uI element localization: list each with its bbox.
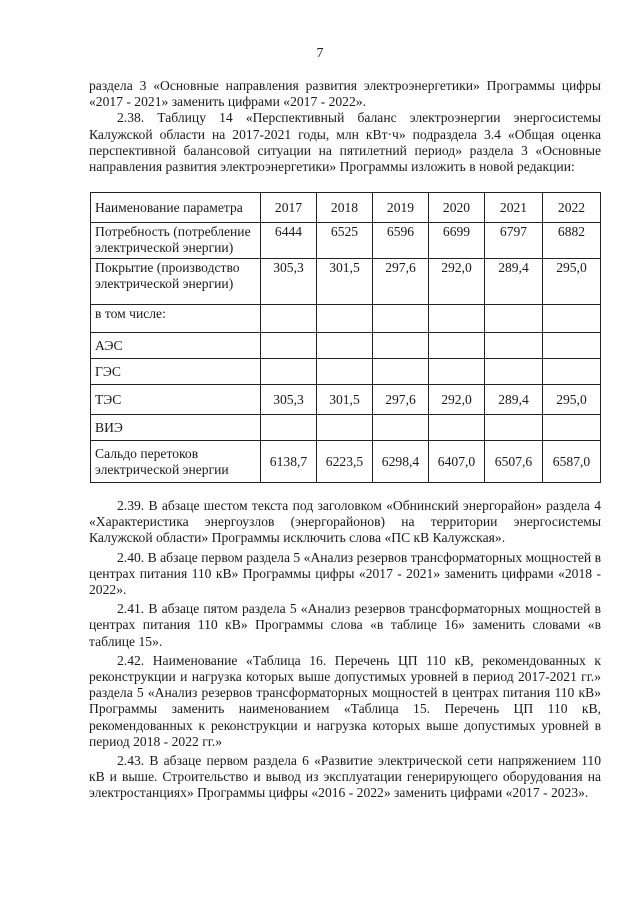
cell-value	[429, 333, 485, 359]
cell-value	[429, 305, 485, 333]
text-block-top	[89, 78, 601, 175]
header-cell-year: 2021	[485, 193, 543, 223]
row-label: АЭС	[91, 333, 261, 359]
cell-value	[429, 359, 485, 385]
table-row	[91, 305, 601, 333]
cell-value	[373, 415, 429, 441]
table-row	[91, 359, 601, 385]
cell-value: 305,3	[261, 385, 317, 415]
table-header-row	[91, 193, 601, 223]
cell-value	[373, 305, 429, 333]
cell-value	[317, 305, 373, 333]
cell-value: 292,0	[429, 259, 485, 305]
cell-value	[485, 415, 543, 441]
cell-value: 6882	[543, 223, 601, 259]
cell-value	[543, 415, 601, 441]
cell-value: 6407,0	[429, 441, 485, 483]
paragraph-2-42: 2.42. Наименование «Таблица 16. Перечень ЦП 110 кВ, рекомендованных к реконструкции и нагрузка которых выше допустимых уровней в период 2017-2021 гг.» раздела 5 «Анализ резервов трансформаторных мощностей в центрах питания 110 кВ» Программы заменить наименованием «Таблица 15. Перечень ЦП 110 кВ, рекомендованных к реконструкции и нагрузка которых выше допустимых уровней в период 2018 - 2022 гг.»	[89, 652, 601, 749]
cell-value: 6797	[485, 223, 543, 259]
row-label: ГЭС	[91, 359, 261, 385]
cell-value	[317, 333, 373, 359]
text-block-bottom	[89, 498, 601, 802]
cell-value: 301,5	[317, 385, 373, 415]
cell-value	[543, 359, 601, 385]
table-row	[91, 385, 601, 415]
header-cell-year: 2020	[429, 193, 485, 223]
header-cell-year: 2019	[373, 193, 429, 223]
cell-value: 6138,7	[261, 441, 317, 483]
paragraph-2-41: 2.41. В абзаце пятом раздела 5 «Анализ резервов трансформаторных мощностей в центрах питания 110 кВ» Программы слова «в таблице 16» заменить словами «в таблице 15».	[89, 601, 601, 649]
header-cell-year: 2017	[261, 193, 317, 223]
cell-value	[261, 305, 317, 333]
cell-value: 301,5	[317, 259, 373, 305]
paragraph-continuation: раздела 3 «Основные направления развития электроэнергетики» Программы цифры «2017 - 2021» заменить цифрами «2017 - 2022».	[89, 78, 601, 110]
cell-value: 289,4	[485, 259, 543, 305]
row-label: Потребность (потребление электрической энергии)	[91, 223, 261, 259]
cell-value	[543, 333, 601, 359]
cell-value: 6699	[429, 223, 485, 259]
row-label: ВИЭ	[91, 415, 261, 441]
cell-value	[543, 305, 601, 333]
cell-value	[429, 415, 485, 441]
page-number: 7	[316, 46, 324, 61]
header-cell-year: 2018	[317, 193, 373, 223]
cell-value	[261, 359, 317, 385]
table-row	[91, 415, 601, 441]
cell-value: 295,0	[543, 385, 601, 415]
cell-value	[261, 333, 317, 359]
table-row	[91, 333, 601, 359]
cell-value	[485, 359, 543, 385]
paragraph-2-40: 2.40. В абзаце первом раздела 5 «Анализ резервов трансформаторных мощностей в центрах питания 110 кВ» Программы цифры «2017 - 2021» заменить цифрами «2018 - 2022».	[89, 549, 601, 598]
cell-value: 297,6	[373, 385, 429, 415]
row-label: ТЭС	[91, 385, 261, 415]
cell-value: 292,0	[429, 385, 485, 415]
cell-value	[373, 333, 429, 359]
cell-value: 6525	[317, 223, 373, 259]
cell-value: 6587,0	[543, 441, 601, 483]
header-cell-year: 2022	[543, 193, 601, 223]
paragraph-2-43: 2.43. В абзаце первом раздела 6 «Развитие электрической сети напряжением 110 кВ и выше. Строительство и вывод из эксплуатации генерирующего оборудования на электростанциях» Программы цифры «2016 - 2022» заменить цифрами «2017 - 2023».	[89, 753, 601, 801]
cell-value	[261, 415, 317, 441]
cell-value	[317, 415, 373, 441]
paragraph-2-39: 2.39. В абзаце шестом текста под заголовком «Обнинский энергорайон» раздела 4 «Характеристика энергоузлов (энергорайонов) на территории энергосистемы Калужской области» Программы исключить слова «ПС кВ Калужская».	[89, 498, 601, 546]
cell-value	[373, 359, 429, 385]
cell-value: 6223,5	[317, 441, 373, 483]
paragraph-2-38: 2.38. Таблицу 14 «Перспективный баланс электроэнергии энергосистемы Калужской области на 2017-2021 годы, млн кВт·ч» подраздела 3.4 «Общая оценка перспективной балансовой ситуации на пятилетний период» раздела 3 «Основные направления развития электроэнергетики» Программы изложить в новой редакции:	[89, 110, 601, 175]
cell-value: 6507,6	[485, 441, 543, 483]
row-label: в том числе:	[91, 305, 261, 333]
row-label: Покрытие (производство электрической энергии)	[91, 259, 261, 305]
cell-value	[317, 359, 373, 385]
cell-value: 295,0	[543, 259, 601, 305]
cell-value: 6298,4	[373, 441, 429, 483]
row-label: Сальдо перетоков электрической энергии	[91, 441, 261, 483]
cell-value: 297,6	[373, 259, 429, 305]
table-row	[91, 441, 601, 483]
header-cell-parameter: Наименование параметра	[91, 193, 261, 223]
cell-value: 289,4	[485, 385, 543, 415]
cell-value: 6444	[261, 223, 317, 259]
table-row	[91, 259, 601, 305]
cell-value: 6596	[373, 223, 429, 259]
cell-value: 305,3	[261, 259, 317, 305]
cell-value	[485, 305, 543, 333]
table-row	[91, 223, 601, 259]
energy-balance-table	[90, 192, 601, 483]
cell-value	[485, 333, 543, 359]
